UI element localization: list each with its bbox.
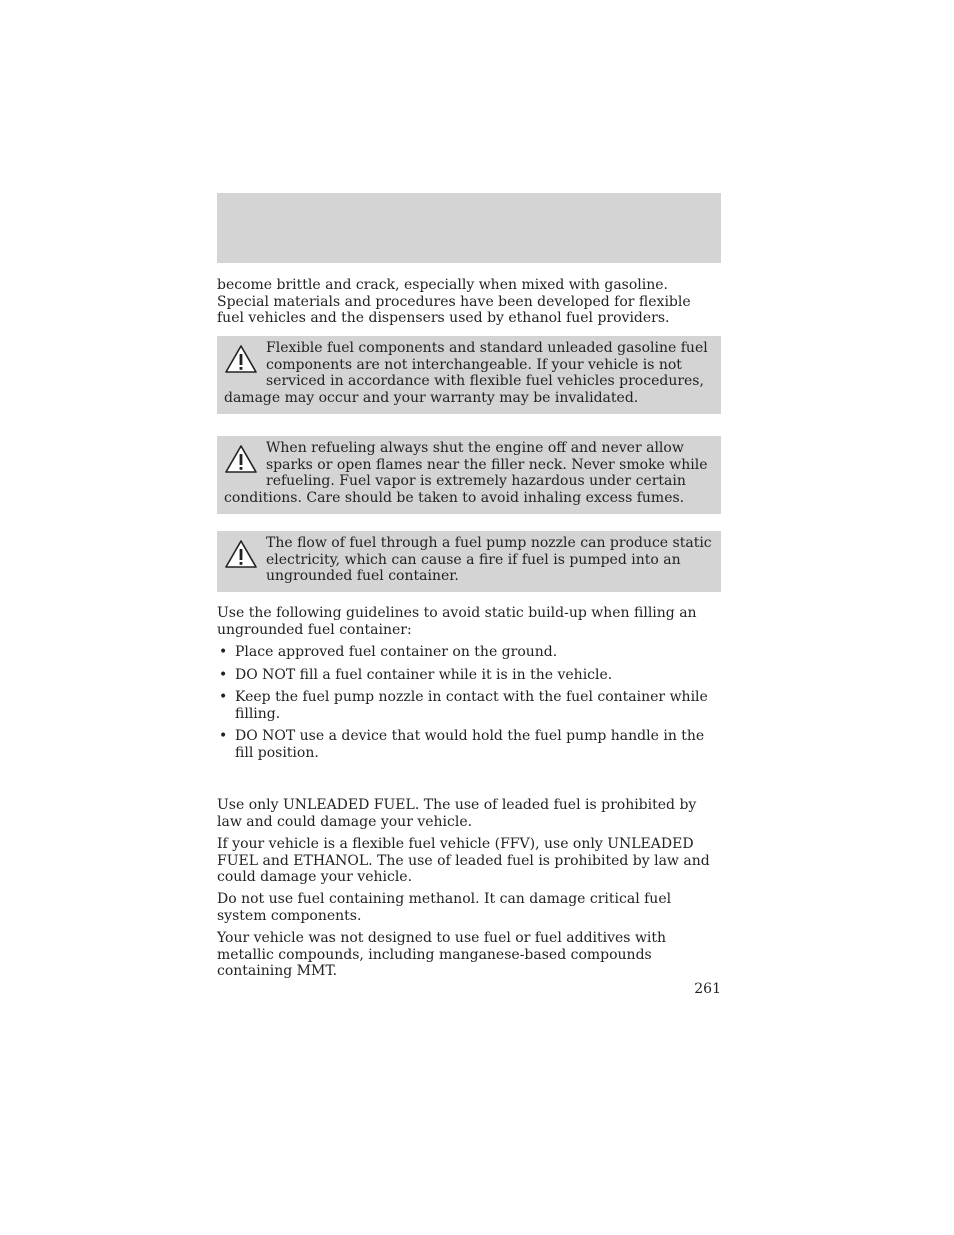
bullet-icon: • xyxy=(219,728,228,744)
bullet-icon: • xyxy=(219,666,228,683)
paragraph-unleaded: Use only UNLEADED FUEL. The use of leaded fuel is prohibited by law and could damage your vehicle. xyxy=(217,797,697,830)
guidelines-intro: Use the following guidelines to avoid static build-up when filling an ungrounded fuel container: xyxy=(217,605,697,638)
paragraph-methanol: Do not use fuel containing methanol. It can damage critical fuel system components. xyxy=(217,891,672,924)
warning-text-3: The flow of fuel through a fuel pump nozzle can produce static electricity, which can cause a fire if fuel is pumped into an ungrounded fuel container. xyxy=(266,535,712,584)
warning-triangle-icon xyxy=(224,344,258,374)
list-item: • Keep the fuel pump nozzle in contact with the fuel container while filling. xyxy=(219,689,708,722)
paragraph-mmt: Your vehicle was not designed to use fuel or fuel additives with metallic compounds, including manganese-based compounds containing MMT. xyxy=(217,930,667,979)
bullet-icon: • xyxy=(219,689,228,705)
warning-text-2: When refueling always shut the engine off and never allow sparks or open flames near the filler neck. Never smoke while refueling. Fuel vapor is extremely hazardous under certain conditions. Care should be taken to avoid inhaling excess fumes. xyxy=(224,440,708,506)
bullet-icon: • xyxy=(219,644,228,660)
warning-box-3 xyxy=(217,531,721,592)
list-item: • DO NOT use a device that would hold the fuel pump handle in the fill position. xyxy=(219,728,705,761)
header-band xyxy=(217,193,721,263)
list-item: • DO NOT fill a fuel container while it is in the vehicle. xyxy=(219,666,613,683)
list-item: • Place approved fuel container on the ground. xyxy=(219,644,558,660)
intro-paragraph: become brittle and crack, especially when mixed with gasoline. Special materials and procedures have been developed for flexible fuel vehicles and the dispensers used by ethanol fuel providers. xyxy=(217,277,691,326)
warning-triangle-icon xyxy=(224,539,258,569)
warning-box-1 xyxy=(217,336,721,414)
guidelines-list xyxy=(217,644,721,767)
warning-box-2 xyxy=(217,436,721,514)
paragraph-ffv: If your vehicle is a flexible fuel vehicle (FFV), use only UNLEADED FUEL and ETHANOL. The use of leaded fuel is prohibited by law and could damage your vehicle. xyxy=(217,836,710,885)
warning-triangle-icon xyxy=(224,444,258,474)
page-number: 261 xyxy=(694,981,721,997)
warning-text-1: Flexible fuel components and standard unleaded gasoline fuel components are not interchangeable. If your vehicle is not serviced in accordance with flexible fuel vehicles procedures, damage may occur and your warranty may be invalidated. xyxy=(224,340,708,406)
